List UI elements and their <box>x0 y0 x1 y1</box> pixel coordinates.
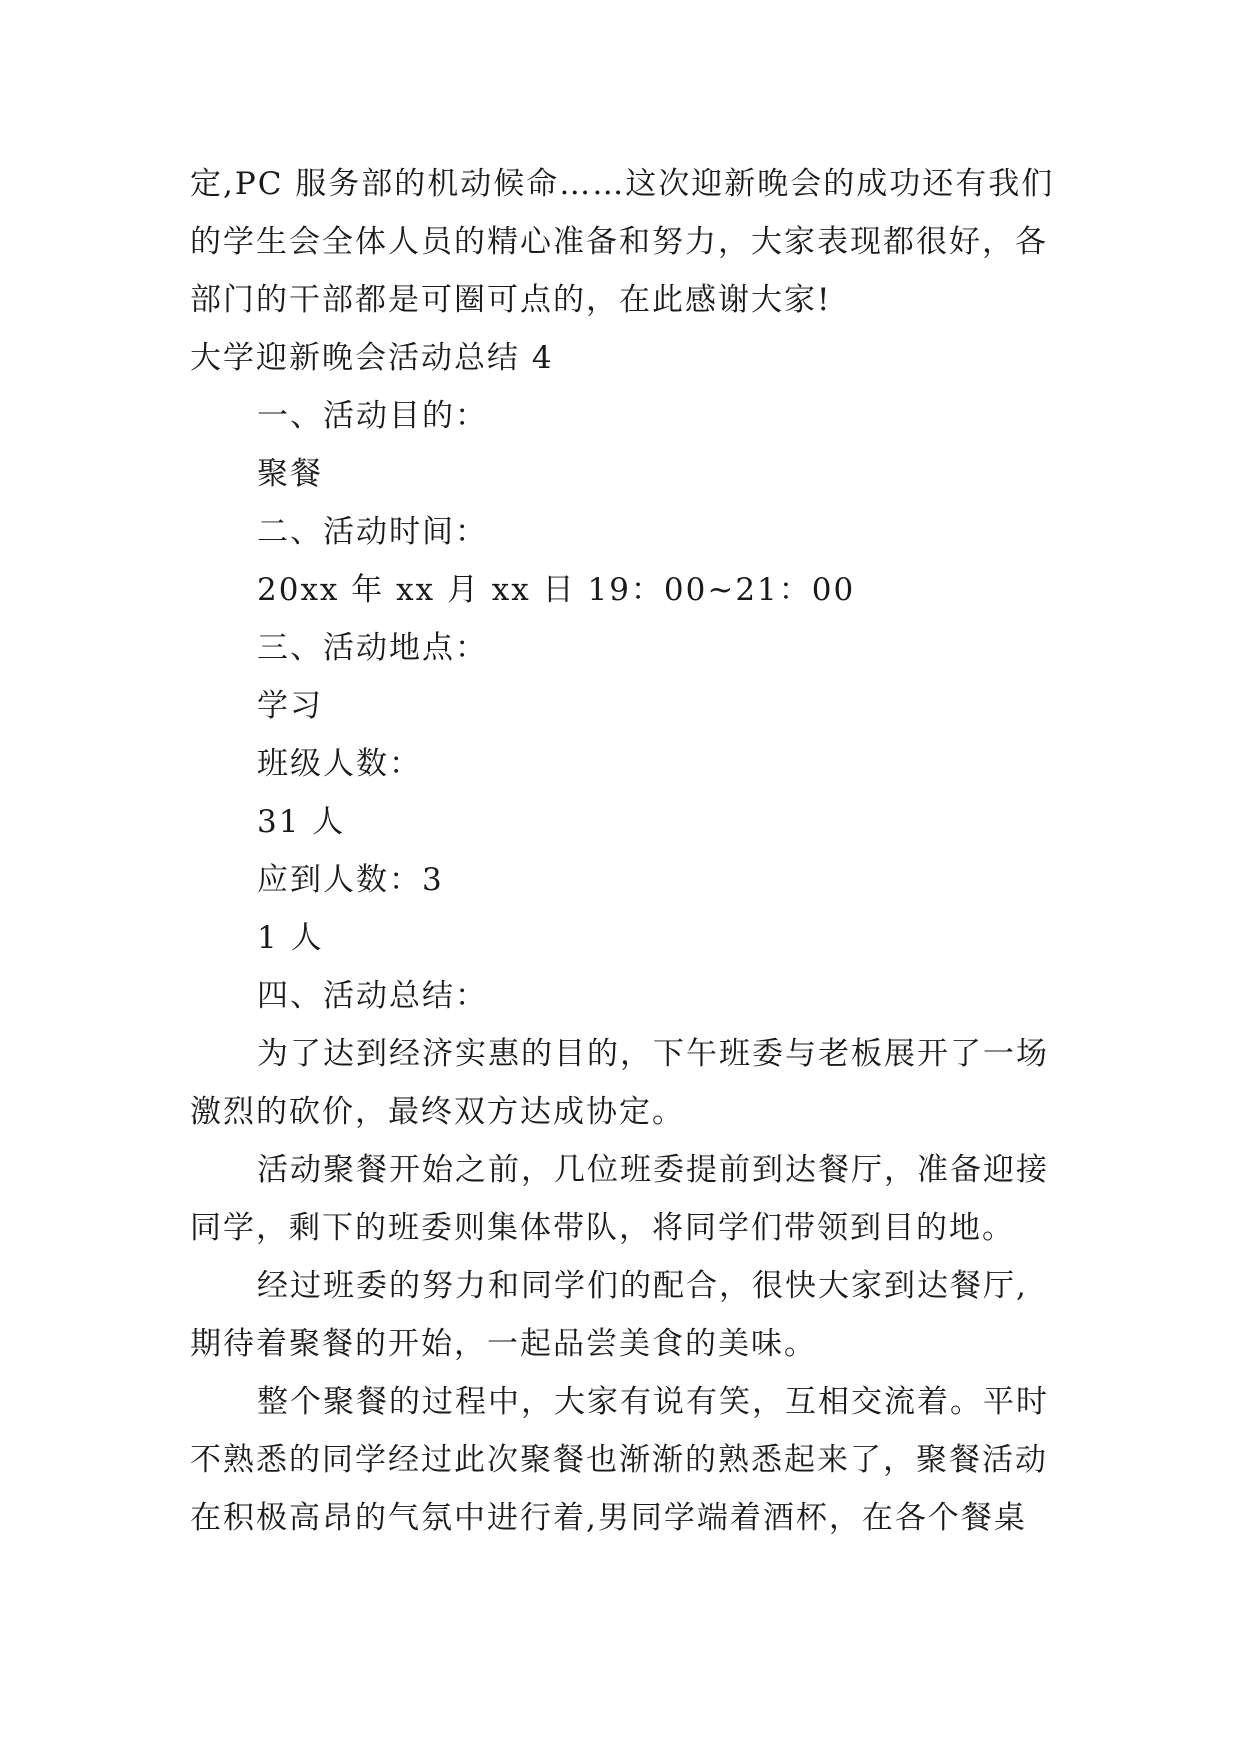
intro-line-1: 定,PC 服务部的机动候命……这次迎新晚会的成功还有我们 <box>190 166 1055 202</box>
section-title: 大学迎新晚会活动总结 4 <box>190 340 554 376</box>
location-heading: 三、活动地点： <box>257 630 488 666</box>
summary-paragraph-3-line-1: 经过班委的努力和同学们的配合，很快大家到达餐厅, <box>257 1268 1028 1304</box>
summary-paragraph-1-line-2: 激烈的砍价，最终双方达成协定。 <box>190 1094 685 1130</box>
summary-paragraph-1-line-1: 为了达到经济实惠的目的，下午班委与老板展开了一场 <box>257 1036 1049 1072</box>
summary-paragraph-2-line-2: 同学，剩下的班委则集体带队，将同学们带领到目的地。 <box>190 1210 1015 1246</box>
summary-paragraph-3-line-2: 期待着聚餐的开始，一起品尝美食的美味。 <box>190 1326 817 1362</box>
intro-line-3: 部门的干部都是可圈可点的，在此感谢大家! <box>190 282 832 318</box>
class-count-value: 31 人 <box>257 804 346 840</box>
document-page <box>190 155 1060 1547</box>
expected-count-value: 1 人 <box>257 920 324 956</box>
class-count-label: 班级人数： <box>257 746 422 782</box>
summary-paragraph-4-line-2: 不熟悉的同学经过此次聚餐也渐渐的熟悉起来了，聚餐活动 <box>190 1442 1048 1478</box>
expected-count-label: 应到人数：3 <box>257 862 444 898</box>
time-value: 20xx 年 xx 月 xx 日 19：00~21：00 <box>257 572 856 608</box>
summary-paragraph-2-line-1: 活动聚餐开始之前，几位班委提前到达餐厅，准备迎接 <box>257 1152 1049 1188</box>
purpose-heading: 一、活动目的： <box>257 398 488 434</box>
time-heading: 二、活动时间： <box>257 514 488 550</box>
intro-line-2: 的学生会全体人员的精心准备和努力，大家表现都很好，各 <box>190 224 1048 260</box>
location-value: 学习 <box>257 688 323 724</box>
purpose-value: 聚餐 <box>257 456 323 492</box>
summary-paragraph-4-line-3: 在积极高昂的气氛中进行着,男同学端着酒杯，在各个餐桌 <box>190 1500 1027 1536</box>
summary-paragraph-4-line-1: 整个聚餐的过程中，大家有说有笑，互相交流着。平时 <box>257 1384 1049 1420</box>
summary-heading: 四、活动总结： <box>257 978 488 1014</box>
